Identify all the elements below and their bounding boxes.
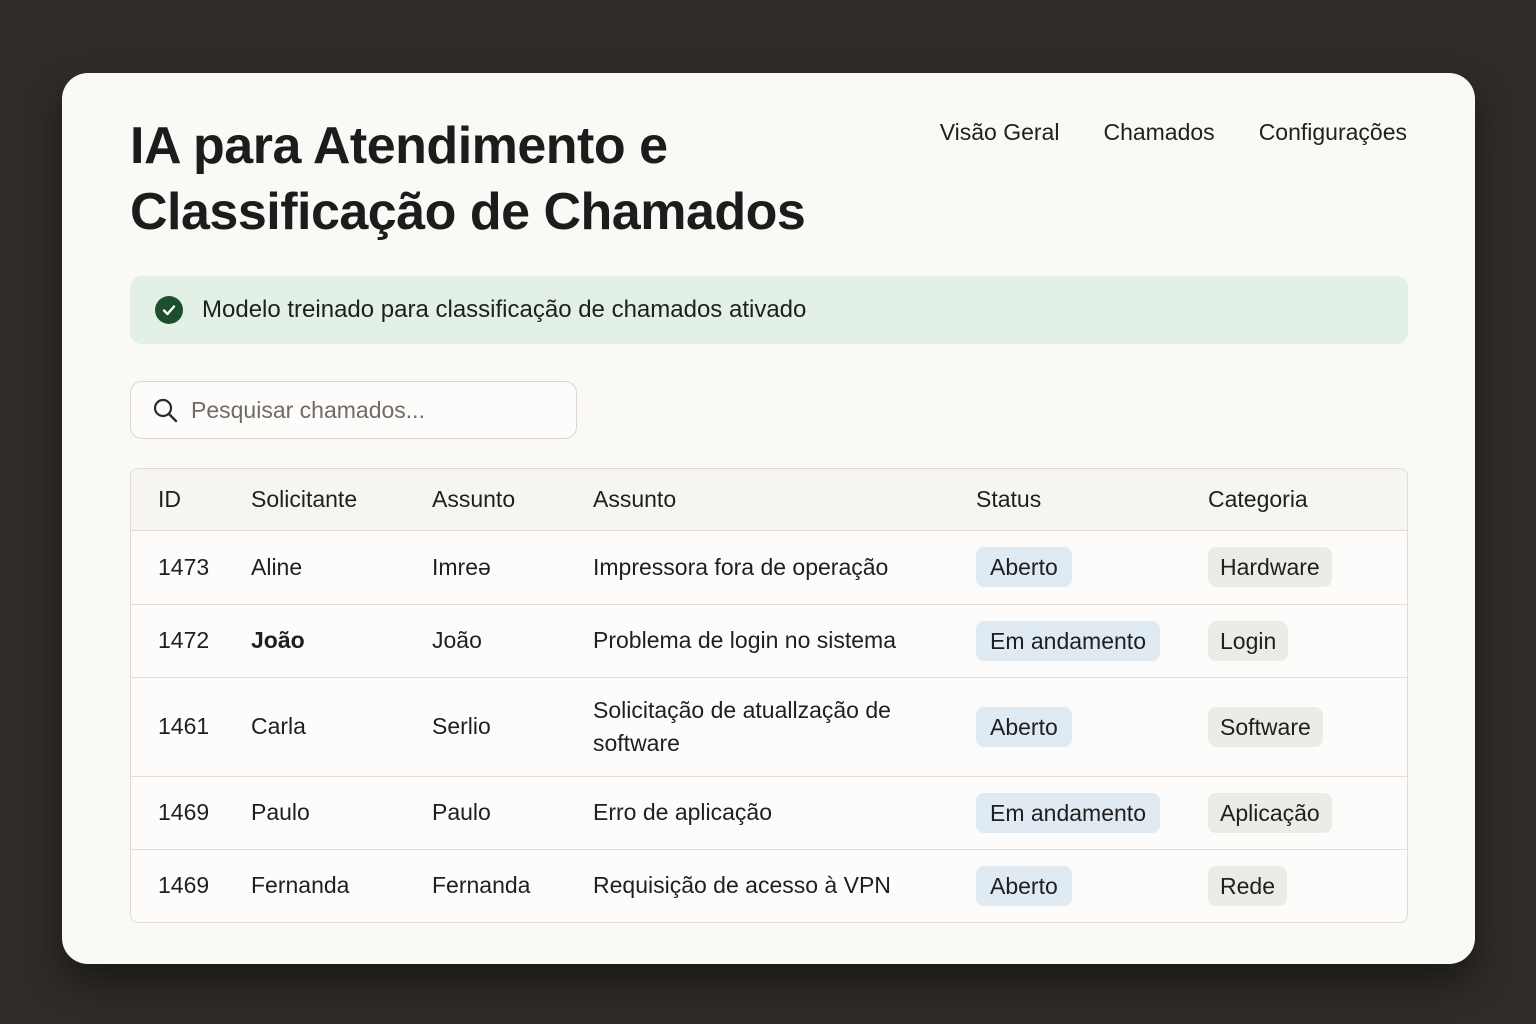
cell-categoria [1208,849,1407,922]
cell-solicitante: Aline [251,553,303,580]
cell-solicitante: Carla [251,713,306,739]
cell-solicitante: João [251,627,305,653]
cell-status [976,776,1208,849]
column-header-id[interactable]: ID [158,485,181,512]
status-badge: Aberto [976,707,1072,747]
status-badge: Aberto [976,866,1072,906]
banner-text: Modelo treinado para classificação de chamados ativado [202,296,807,323]
cell-categoria [1208,776,1407,849]
category-badge: Rede [1208,866,1287,906]
nav-chamados[interactable]: Chamados [1103,119,1215,145]
cell-assunto-descricao: Erro de aplicação [593,799,772,825]
status-badge: Em andamento [976,621,1160,661]
tickets-table [130,468,1408,923]
main-card [62,73,1475,964]
column-header-assunto[interactable]: Assunto [432,485,516,512]
cell-assunto: Fernanda [432,872,531,899]
cell-solicitante: Fernanda [251,872,350,899]
cell-assunto-descricao: Requisição de acesso à VPN [593,872,891,899]
search-input[interactable] [191,397,561,424]
table-row[interactable] [131,677,1407,776]
table-row[interactable] [131,604,1407,677]
cell-categoria [1208,530,1407,604]
table-row[interactable] [131,849,1407,922]
cell-solicitante: Paulo [251,799,310,825]
cell-categoria [1208,604,1407,677]
search-icon [151,396,179,424]
category-badge: Hardware [1208,547,1332,587]
cell-assunto-descricao: Solicitação de atuallzação de software [593,696,891,756]
status-banner [130,276,1408,344]
page-title: IA para Atendimento e Classificação de Chamados [130,117,806,241]
nav-visao-geral[interactable]: Visão Geral [939,119,1060,145]
cell-categoria [1208,677,1407,776]
cell-assunto: João [432,627,482,653]
column-header-status[interactable]: Status [976,485,1042,512]
category-badge: Aplicação [1208,793,1332,833]
cell-assunto-descricao: Impressora fora de operação [593,553,889,580]
cell-id: 1472 [158,627,210,653]
column-header-categoria[interactable]: Categoria [1208,485,1308,512]
column-header-assunto-descricao[interactable]: Assunto [593,485,677,512]
status-badge: Em andamento [976,793,1160,833]
cell-status [976,530,1208,604]
cell-id: 1473 [158,553,210,580]
column-header-solicitante[interactable]: Solicitante [251,485,358,512]
status-badge: Aberto [976,547,1072,587]
table-row[interactable] [131,530,1407,604]
cell-id: 1461 [158,713,210,739]
nav-configuracoes[interactable]: Configurações [1258,119,1407,145]
table-header-row [131,469,1407,530]
check-circle-icon [155,296,183,324]
cell-status [976,849,1208,922]
category-badge: Software [1208,707,1323,747]
search-box[interactable] [130,381,577,439]
cell-assunto: Serlio [432,713,491,739]
cell-assunto: Imreə [432,553,491,580]
top-nav [940,119,1407,146]
cell-assunto: Paulo [432,799,491,825]
cell-id: 1469 [158,799,210,825]
cell-status [976,604,1208,677]
table-row[interactable] [131,776,1407,849]
cell-status [976,677,1208,776]
category-badge: Login [1208,621,1288,661]
cell-assunto-descricao: Problema de login no sistema [593,627,896,653]
cell-id: 1469 [158,872,210,899]
